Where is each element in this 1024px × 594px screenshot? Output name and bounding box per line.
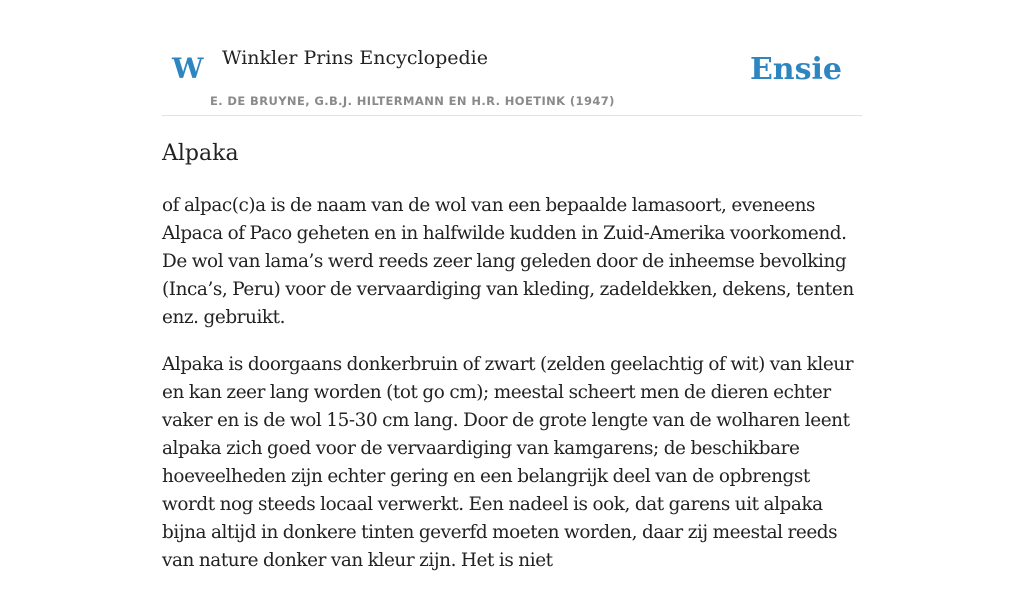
site-authors: E. DE BRUYNE, G.B.J. HILTERMANN EN H.R. HOETINK (1947): [210, 94, 615, 108]
site-header: [162, 0, 862, 116]
article-body: [162, 192, 862, 594]
article-title: Alpaka: [162, 141, 239, 166]
site-title[interactable]: Winkler Prins Encyclopedie: [222, 47, 488, 69]
article-paragraph: of alpac(c)a is de naam van de wol van een bepaalde lamasoort, eveneens Alpaca of Paco geheten en in halfwilde kudden in Zuid-Amerika voorkomend. De wol van lama’s werd reeds zeer lang geleden door de inheemse bevolking (Inca’s, Peru) voor de vervaardiging van kleding, zadeldekken, dekens, tenten enz. gebruikt.: [162, 195, 854, 328]
ensie-brand-link[interactable]: Ensie: [749, 52, 842, 87]
article-paragraph: Alpaka is doorgaans donkerbruin of zwart (zelden geelachtig of wit) van kleur en kan zeer lang worden (tot go cm); meestal scheert men de dieren echter vaker en is de wol 15-30 cm lang. Door de grote lengte van de wolharen leent alpaka zich goed voor de vervaardiging van kamgarens; de beschikbare hoeveelheden zijn echter gering en een belangrijk deel van de opbrengst wordt nog steeds locaal verwerkt. Een nadeel is ook, dat garens uit alpaka bijna altijd in donkere tinten geverfd moeten worden, daar zij meestal reeds van nature donker van kleur zijn. Het is niet: [162, 354, 854, 571]
winkler-prins-logo[interactable]: W: [172, 52, 204, 85]
